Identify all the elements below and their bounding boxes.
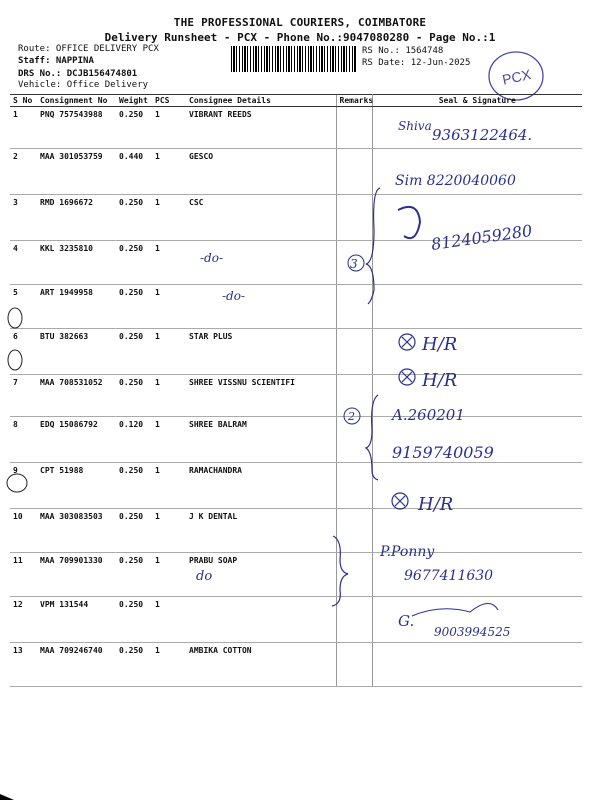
row-signature[interactable] (372, 285, 582, 329)
handwritten-signature: Shiva (398, 119, 432, 133)
row-weight: 0.120 (116, 417, 152, 463)
row-consignment: MAA 709246740 (37, 643, 116, 687)
row-sno: 6 (10, 329, 37, 375)
handwritten-phone: 8124059280 (429, 220, 534, 254)
col-signature: Seal & Signature (372, 95, 582, 107)
row-weight: 0.250 (116, 285, 152, 329)
drs-number: DRS No.: DCJB156474801 (18, 69, 138, 79)
row-signature[interactable] (372, 553, 582, 597)
handwritten-hr: H/R (422, 334, 458, 355)
row-signature[interactable] (372, 195, 582, 241)
row-pcs: 1 (152, 329, 186, 375)
table-row (10, 241, 582, 285)
table-row (10, 463, 582, 509)
row-sno: 9 (10, 463, 37, 509)
table-row (10, 553, 582, 597)
row-weight: 0.250 (116, 241, 152, 285)
company-title: THE PROFESSIONAL COURIERS, COIMBATORE (173, 16, 427, 29)
row-sno: 8 (10, 417, 37, 463)
rs-number: RS No.: 1564748 (362, 46, 444, 56)
rs-date: RS Date: 12-Jun-2025 (362, 58, 471, 68)
row-consignment: KKL 3235810 (37, 241, 116, 285)
row-sno: 4 (10, 241, 37, 285)
row-remarks[interactable] (336, 375, 372, 417)
row-pcs: 1 (152, 509, 186, 553)
runsheet-subtitle: Delivery Runsheet - PCX - Phone No.:9047080280 - Page No.:1 (104, 31, 496, 44)
col-consignee: Consignee Details (186, 95, 336, 107)
handwritten-hr: H/R (422, 370, 458, 391)
handwritten-signature: G. (398, 612, 415, 630)
row-signature[interactable] (372, 149, 582, 195)
row-consignee: CSC (186, 195, 336, 241)
row-consignee (186, 285, 336, 329)
col-remarks: Remarks (336, 95, 372, 107)
row-consignee: STAR PLUS (186, 329, 336, 375)
row-weight: 0.250 (116, 597, 152, 643)
table-row (10, 509, 582, 553)
row-consignment: ART 1949958 (37, 285, 116, 329)
table-row (10, 149, 582, 195)
row-weight: 0.250 (116, 463, 152, 509)
row-weight: 0.250 (116, 375, 152, 417)
row-remarks[interactable] (336, 285, 372, 329)
row-sno: 5 (10, 285, 37, 329)
row-consignee (186, 597, 336, 643)
handwritten-phone: 9677411630 (404, 568, 494, 584)
row-remarks[interactable] (336, 509, 372, 553)
row-sno: 1 (10, 107, 37, 149)
row-signature[interactable] (372, 107, 582, 149)
row-weight: 0.250 (116, 195, 152, 241)
row-weight: 0.250 (116, 553, 152, 597)
barcode (231, 46, 356, 72)
vehicle-label: Vehicle: Office Delivery (18, 80, 149, 90)
row-consignment: MAA 303083503 (37, 509, 116, 553)
handwritten-phone: 9363122464. (432, 126, 533, 144)
ditto-mark: do (196, 569, 213, 584)
row-consignee: J K DENTAL (186, 509, 336, 553)
row-consignment: BTU 382663 (37, 329, 116, 375)
handwritten-signature: P.Ponny (380, 544, 435, 560)
row-consignment: MAA 709901330 (37, 553, 116, 597)
row-consignee: VIBRANT REEDS (186, 107, 336, 149)
row-signature[interactable] (372, 417, 582, 463)
row-sno: 3 (10, 195, 37, 241)
table-row (10, 107, 582, 149)
row-pcs: 1 (152, 597, 186, 643)
handwritten-phone: 9159740059 (392, 443, 494, 462)
row-signature[interactable] (372, 597, 582, 643)
row-consignment: CPT 51988 (37, 463, 116, 509)
row-sno: 2 (10, 149, 37, 195)
row-sno: 12 (10, 597, 37, 643)
row-signature[interactable] (372, 509, 582, 553)
table-row (10, 329, 582, 375)
table-row (10, 285, 582, 329)
row-consignment: MAA 301053759 (37, 149, 116, 195)
table-row (10, 195, 582, 241)
row-pcs: 1 (152, 107, 186, 149)
col-consignment: Consignment No (37, 95, 116, 107)
row-consignment: EDQ 15086792 (37, 417, 116, 463)
scan-corner-mark (0, 794, 14, 800)
row-weight: 0.250 (116, 329, 152, 375)
handwritten-count: 3 (350, 257, 358, 271)
row-signature[interactable] (372, 329, 582, 375)
row-signature[interactable] (372, 241, 582, 285)
row-consignee: PRABU SOAP (186, 553, 336, 597)
handwritten-hr: H/R (418, 494, 454, 515)
col-pcs: PCS (152, 95, 186, 107)
col-weight: Weight (116, 95, 152, 107)
handwritten-count: 2 (348, 410, 355, 423)
row-weight: 0.250 (116, 509, 152, 553)
row-pcs: 1 (152, 149, 186, 195)
row-consignment: VPM 131544 (37, 597, 116, 643)
row-pcs: 1 (152, 375, 186, 417)
handwritten-phone: 9003994525 (434, 625, 511, 639)
row-consignee: RAMACHANDRA (186, 463, 336, 509)
row-pcs: 1 (152, 195, 186, 241)
staff-label: Staff: NAPPINA (18, 56, 94, 66)
row-sno: 11 (10, 553, 37, 597)
row-consignee: SHREE VISSNU SCIENTIFI (186, 375, 336, 417)
table-row (10, 597, 582, 643)
row-consignee (186, 241, 336, 285)
row-signature[interactable] (372, 375, 582, 417)
row-remarks[interactable] (336, 417, 372, 463)
row-remarks[interactable] (336, 195, 372, 241)
row-consignee: GESCO (186, 149, 336, 195)
row-remarks[interactable] (336, 149, 372, 195)
row-signature[interactable] (372, 643, 582, 687)
row-remarks[interactable] (336, 463, 372, 509)
table-row (10, 375, 582, 417)
row-remarks[interactable] (336, 241, 372, 285)
row-sno: 13 (10, 643, 37, 687)
row-pcs: 1 (152, 417, 186, 463)
row-consignment: PNQ 757543988 (37, 107, 116, 149)
row-sno: 10 (10, 509, 37, 553)
row-pcs: 1 (152, 285, 186, 329)
runsheet-table (10, 94, 582, 687)
row-remarks[interactable] (336, 643, 372, 687)
table-header-row (10, 95, 582, 107)
route-label: Route: OFFICE DELIVERY PCX (18, 44, 159, 54)
row-consignee: AMBIKA COTTON (186, 643, 336, 687)
row-remarks[interactable] (336, 597, 372, 643)
row-pcs: 1 (152, 553, 186, 597)
row-remarks[interactable] (336, 329, 372, 375)
row-weight: 0.440 (116, 149, 152, 195)
row-consignee: SHREE BALRAM (186, 417, 336, 463)
row-pcs: 1 (152, 643, 186, 687)
col-sno: S No (10, 95, 37, 107)
stamp-text: PCX (500, 66, 533, 88)
row-pcs: 1 (152, 241, 186, 285)
table-row (10, 643, 582, 687)
ditto-mark: -do- (222, 289, 246, 303)
row-remarks[interactable] (336, 553, 372, 597)
row-remarks[interactable] (336, 107, 372, 149)
row-consignment: RMD 1696672 (37, 195, 116, 241)
row-weight: 0.250 (116, 643, 152, 687)
ditto-mark: -do- (200, 251, 224, 265)
handwritten-signature: A.260201 (392, 406, 465, 424)
table-row (10, 417, 582, 463)
handwritten-signature: Sim 8220040060 (395, 173, 516, 189)
row-sno: 7 (10, 375, 37, 417)
row-pcs: 1 (152, 463, 186, 509)
row-signature[interactable] (372, 463, 582, 509)
row-consignment: MAA 708531052 (37, 375, 116, 417)
row-weight: 0.250 (116, 107, 152, 149)
